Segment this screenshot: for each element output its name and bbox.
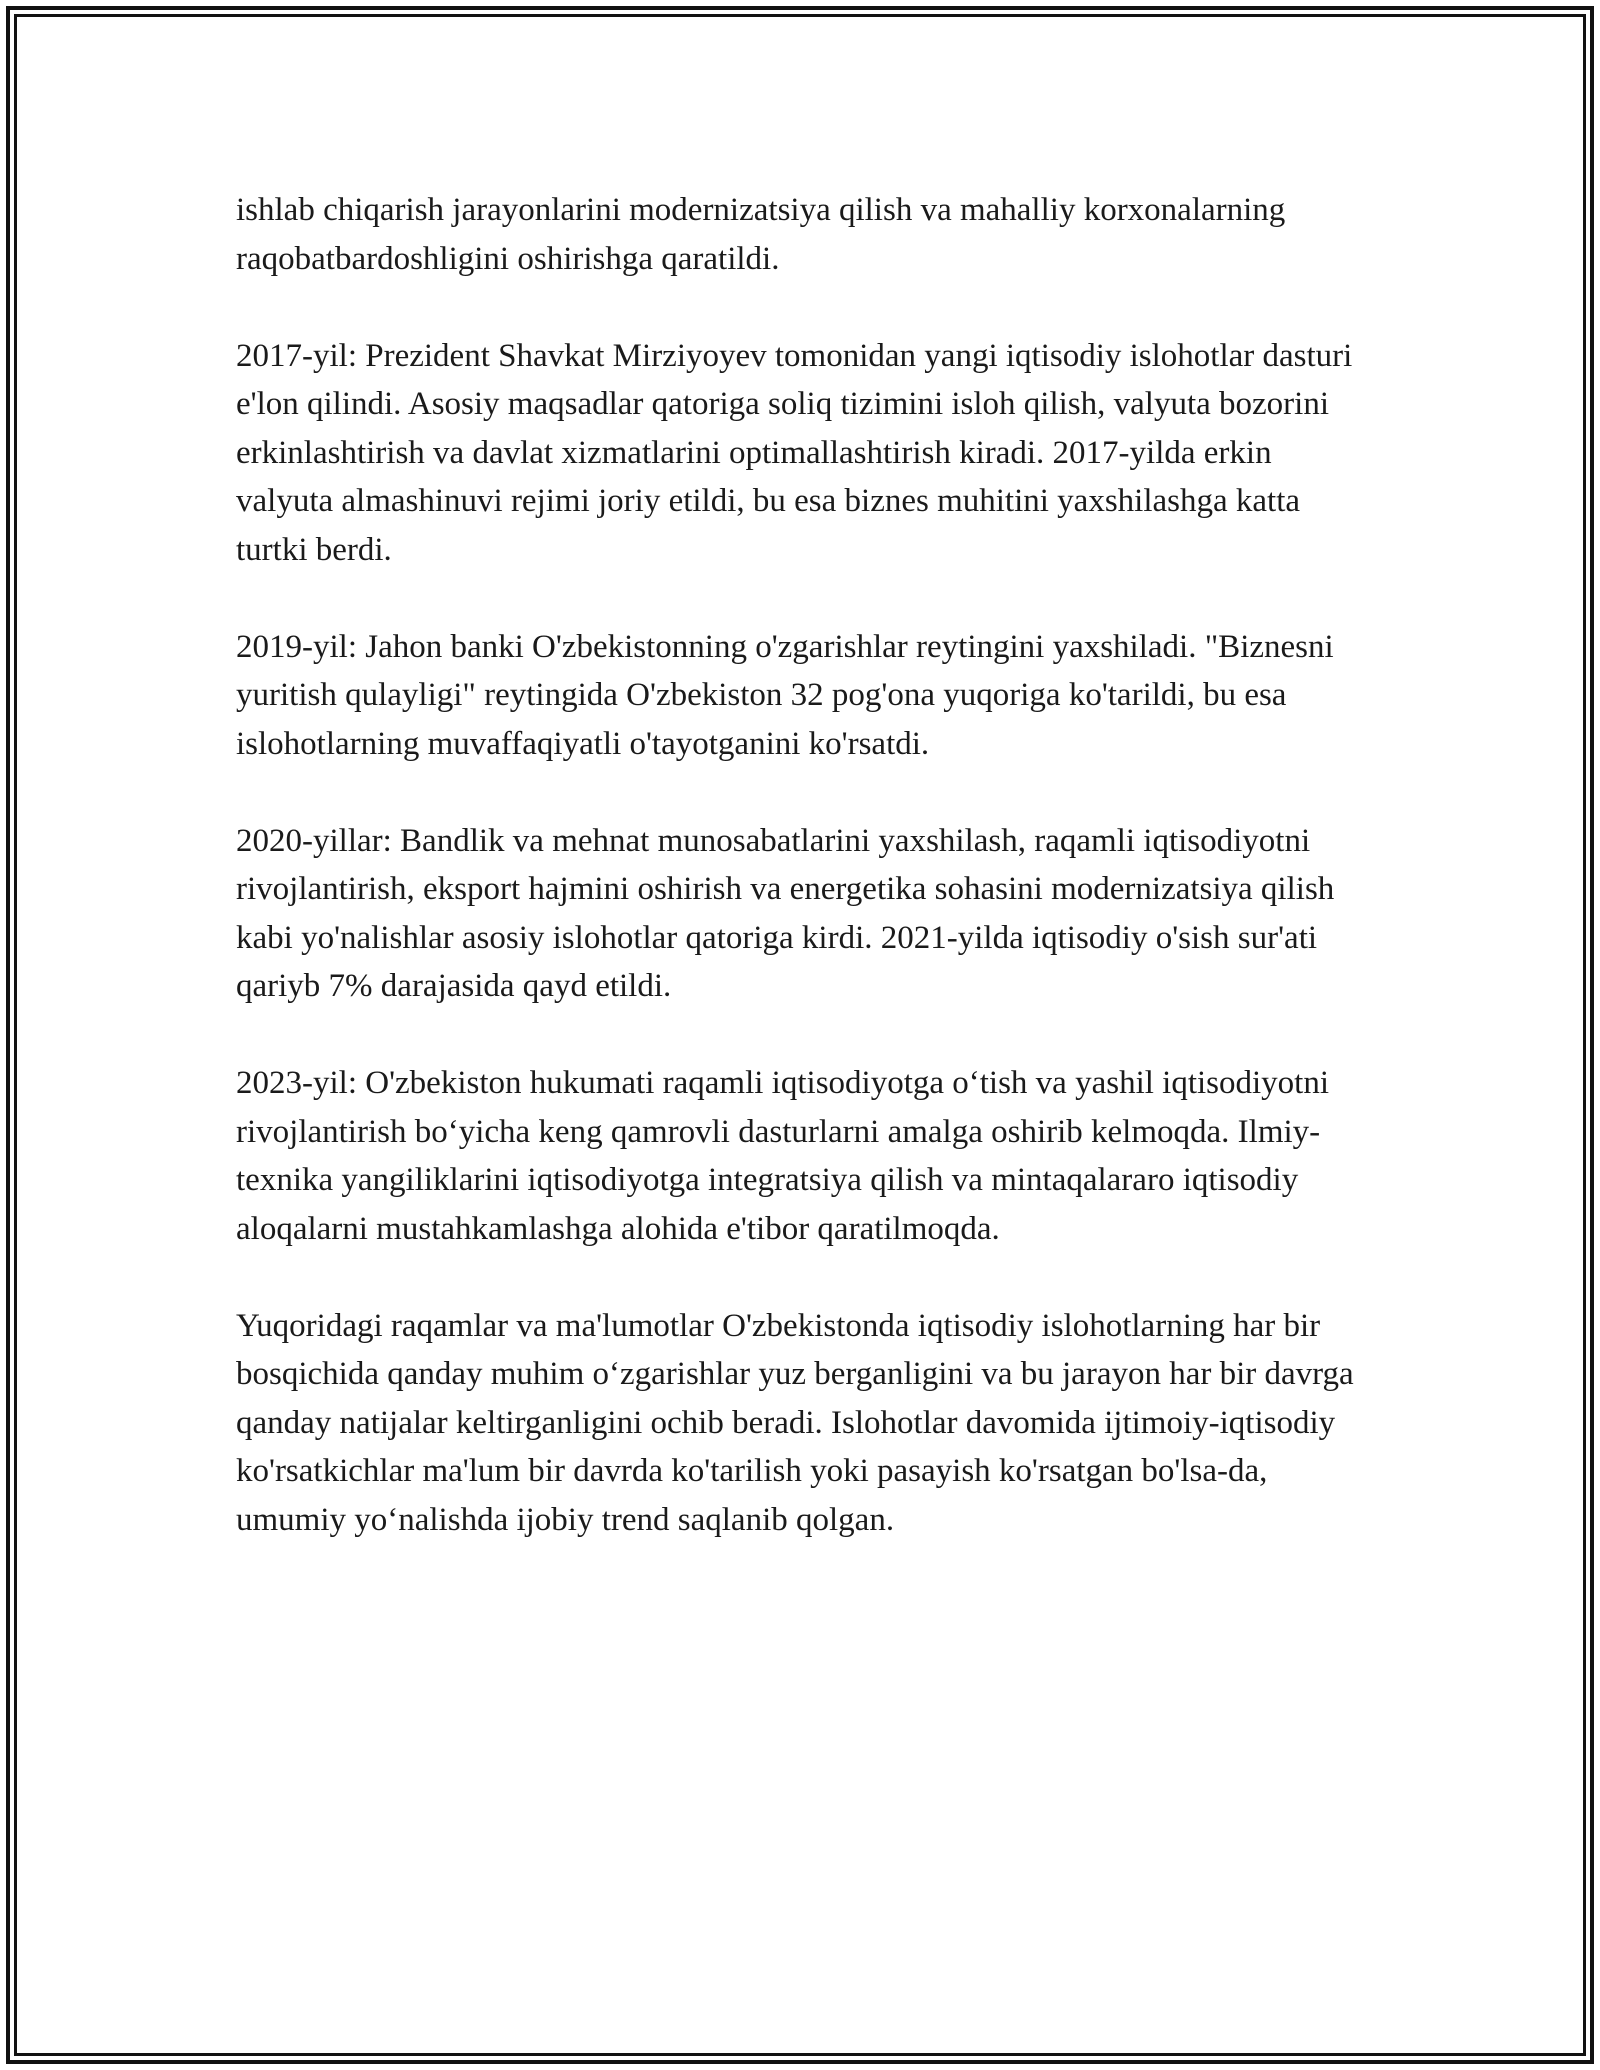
paragraph-2020s: 2020-yillar: Bandlik va mehnat munosabatlarini yaxshilash, raqamli iqtisodiyotni rivojlantirish, eksport hajmini oshirish va energetika sohasini modernizatsiya qilish kabi yo'nalishlar asosiy islohotlar qatoriga kirdi. 2021-yilda iqtisodiy o'sish sur'ati qariyb 7% darajasida qayd etildi.: [236, 822, 1335, 1004]
paragraph-2023: 2023-yil: O'zbekiston hukumati raqamli iqtisodiyotga o‘tish va yashil iqtisodiyotni rivojlantirish bo‘yicha keng qamrovli dasturlarni amalga oshirib kelmoqda. Ilmiy-texnika yangiliklarini iqtisodiyotga integratsiya qilish va mintaqalararo iqtisodiy aloqalarni mustahkamlashga alohida e'tibor qaratilmoqda.: [236, 1065, 1330, 1247]
paragraph-conclusion: Yuqoridagi raqamlar va ma'lumotlar O'zbekistonda iqtisodiy islohotlarning har bir bosqichida qanday muhim o‘zgarishlar yuz berganligini va bu jarayon har bir davrga qanday natijalar keltirganligini ochib beradi. Islohotlar davomida ijtimoiy-iqtisodiy ko'rsatkichlar ma'lum bir davrda ko'tarilish yoki pasayish ko'rsatgan bo'lsa-da, umumiy yo‘nalishda ijobiy trend saqlanib qolgan.: [236, 1307, 1354, 1538]
paragraph-intro-continuation: ishlab chiqarish jarayonlarini modernizatsiya qilish va mahalliy korxonalarning raqobatbardoshligini oshirishga qaratildi.: [236, 192, 1286, 277]
document-body: [236, 186, 1376, 1544]
paragraph-2019: 2019-yil: Jahon banki O'zbekistonning o'zgarishlar reytingini yaxshiladi. "Biznesni yuritish qulayligi" reytingida O'zbekiston 32 pog'ona yuqoriga ko'tarildi, bu esa islohotlarning muvaffaqiyatli o'tayotganini ko'rsatdi.: [236, 628, 1334, 762]
paragraph-2017: 2017-yil: Prezident Shavkat Mirziyoyev tomonidan yangi iqtisodiy islohotlar dasturi e'lon qilindi. Asosiy maqsadlar qatoriga soliq tizimini isloh qilish, valyuta bozorini erkinlashtirish va davlat xizmatlarini optimallashtirish kiradi. 2017-yilda erkin valyuta almashinuvi rejimi joriy etildi, bu esa biznes muhitini yaxshilashga katta turtki berdi.: [236, 337, 1353, 568]
